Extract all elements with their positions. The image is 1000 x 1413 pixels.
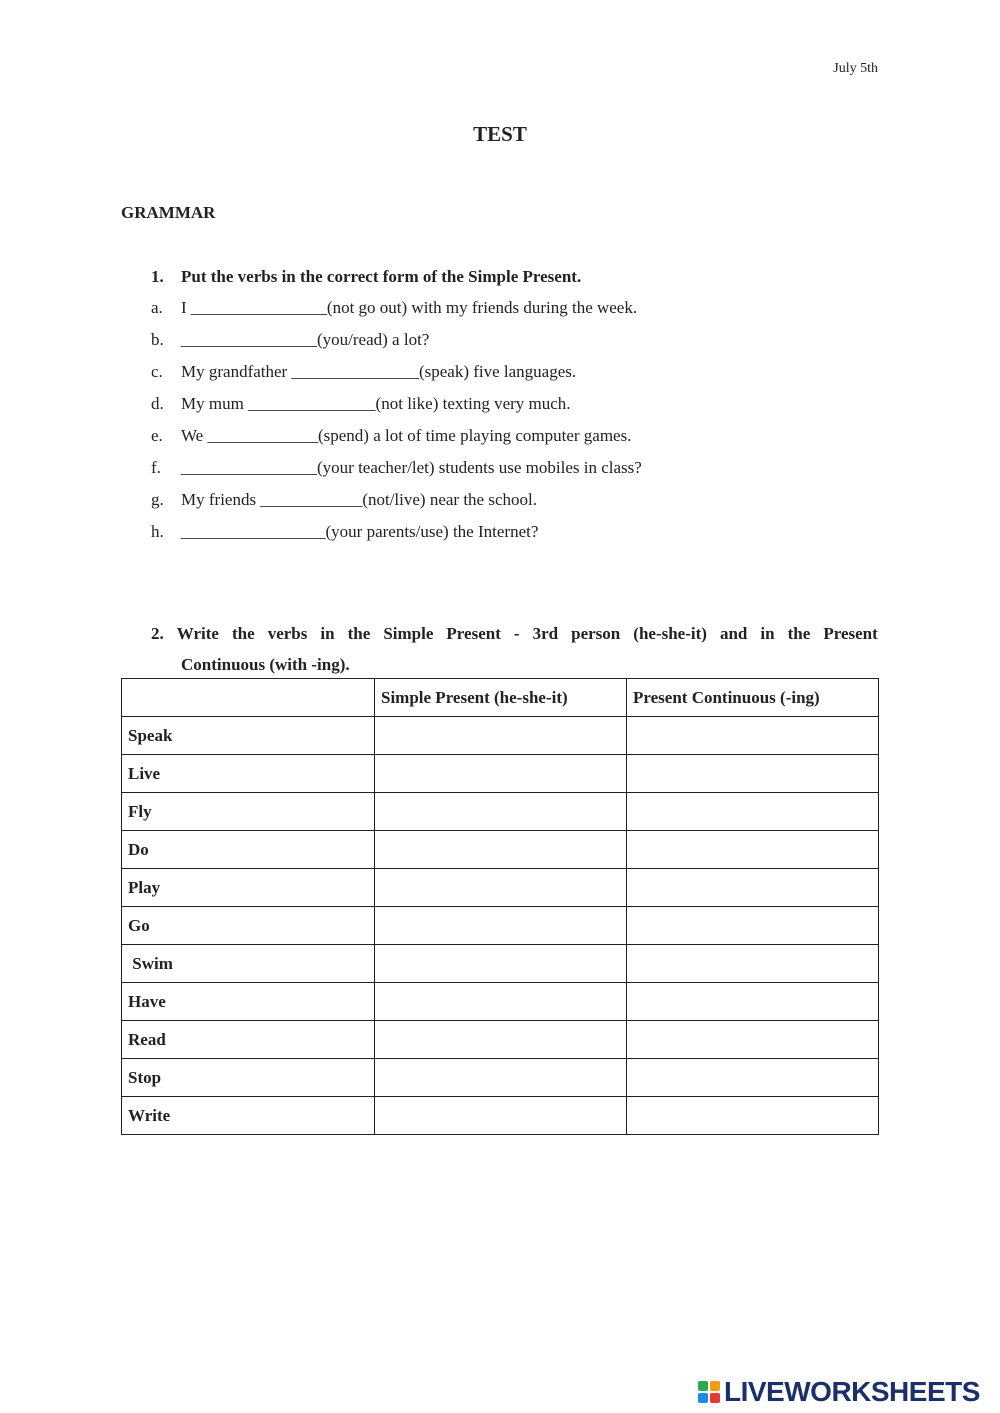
heading-word: and: [719, 624, 748, 643]
heading-word: the: [787, 624, 811, 643]
answer-cell-simple-present[interactable]: [375, 945, 627, 983]
section-heading: GRAMMAR: [121, 203, 216, 222]
answer-cell-present-continuous[interactable]: [627, 945, 879, 983]
logo-text-worksheets: WORKSHEETS: [784, 1376, 980, 1407]
answer-cell-present-continuous[interactable]: [627, 717, 879, 755]
answer-cell-present-continuous[interactable]: [627, 1059, 879, 1097]
exercise-item: [151, 394, 642, 426]
answer-cell-simple-present[interactable]: [375, 1021, 627, 1059]
answer-cell-simple-present[interactable]: [375, 831, 627, 869]
exercise-item: [151, 522, 642, 554]
item-text[interactable]: _________________(your parents/use) the Internet?: [181, 522, 539, 541]
table-row: [122, 831, 879, 869]
item-text[interactable]: We _____________(spend) a lot of time playing computer games.: [181, 426, 632, 445]
answer-cell-present-continuous[interactable]: [627, 1021, 879, 1059]
answer-cell-simple-present[interactable]: [375, 1097, 627, 1135]
table-row: [122, 869, 879, 907]
item-text[interactable]: ________________(you/read) a lot?: [181, 330, 430, 349]
header-present-continuous: Present Continuous (-ing): [627, 679, 879, 717]
exercise-item: [151, 490, 642, 522]
item-text[interactable]: I ________________(not go out) with my friends during the week.: [181, 298, 638, 317]
table-row: [122, 1021, 879, 1059]
heading-word: person: [571, 624, 621, 643]
verb-cell: Do: [122, 831, 375, 869]
item-text[interactable]: My grandfather _______________(speak) five languages.: [181, 362, 577, 381]
heading-word: verbs: [267, 624, 308, 643]
verb-cell: Read: [122, 1021, 375, 1059]
verb-cell: Go: [122, 907, 375, 945]
logo-square: [698, 1381, 708, 1391]
item-letter: b.: [151, 330, 164, 349]
answer-cell-simple-present[interactable]: [375, 793, 627, 831]
verb-cell: Live: [122, 755, 375, 793]
date: July 5th: [833, 61, 878, 76]
answer-cell-present-continuous[interactable]: [627, 869, 879, 907]
verb-cell: Fly: [122, 793, 375, 831]
heading-word: in: [320, 624, 335, 643]
heading-word: 3rd: [532, 624, 559, 643]
verb-cell: Have: [122, 983, 375, 1021]
answer-cell-present-continuous[interactable]: [627, 983, 879, 1021]
question-1-number: 1.: [151, 267, 164, 286]
item-text[interactable]: My mum _______________(not like) texting very much.: [181, 394, 571, 413]
answer-cell-present-continuous[interactable]: [627, 831, 879, 869]
page-title: TEST: [473, 122, 527, 146]
answer-cell-present-continuous[interactable]: [627, 755, 879, 793]
heading-word: Present: [446, 624, 501, 643]
logo-square: [710, 1381, 720, 1391]
question-2-heading: [151, 618, 878, 680]
heading-word: the: [231, 624, 255, 643]
answer-cell-present-continuous[interactable]: [627, 793, 879, 831]
exercise-item: [151, 458, 642, 490]
answer-cell-simple-present[interactable]: [375, 869, 627, 907]
item-letter: g.: [151, 490, 164, 509]
question-1-text: Put the verbs in the correct form of the Simple Present.: [181, 267, 582, 286]
item-letter: a.: [151, 298, 163, 317]
header-simple-present: Simple Present (he-she-it): [375, 679, 627, 717]
answer-cell-simple-present[interactable]: [375, 755, 627, 793]
answer-cell-simple-present[interactable]: [375, 717, 627, 755]
exercise-item: [151, 298, 642, 330]
question-2-line-2: Continuous (with -ing).: [181, 655, 350, 674]
table-row: [122, 907, 879, 945]
table-row: [122, 793, 879, 831]
question-2-line-1: [151, 618, 878, 649]
heading-word: Present: [823, 624, 878, 643]
item-letter: h.: [151, 522, 164, 541]
table-row: [122, 945, 879, 983]
table-header-row: [122, 679, 879, 717]
question-2-number: 2.: [151, 624, 164, 643]
item-letter: d.: [151, 394, 164, 413]
header-cell-empty: [122, 679, 375, 717]
item-text[interactable]: My friends ____________(not/live) near the school.: [181, 490, 537, 509]
table-row: [122, 983, 879, 1021]
heading-word: in: [760, 624, 775, 643]
table-row: [122, 755, 879, 793]
table-row: [122, 717, 879, 755]
heading-word: the: [347, 624, 371, 643]
answer-cell-simple-present[interactable]: [375, 907, 627, 945]
liveworksheets-logo-icon: [698, 1381, 720, 1403]
verb-cell: Stop: [122, 1059, 375, 1097]
heading-word: Write: [176, 624, 219, 643]
exercise-item: [151, 362, 642, 394]
answer-cell-simple-present[interactable]: [375, 1059, 627, 1097]
exercise-item: [151, 426, 642, 458]
heading-word: -: [513, 624, 520, 643]
heading-word: (he-she-it): [633, 624, 707, 643]
exercise-item: [151, 330, 642, 362]
answer-cell-simple-present[interactable]: [375, 983, 627, 1021]
table-row: [122, 1097, 879, 1135]
logo-text-live: LIVE: [724, 1376, 785, 1407]
logo-square: [698, 1393, 708, 1403]
answer-cell-present-continuous[interactable]: [627, 1097, 879, 1135]
verb-cell: Swim: [122, 945, 375, 983]
verb-cell: Play: [122, 869, 375, 907]
heading-word: Simple: [383, 624, 434, 643]
question-1-items: [151, 298, 642, 554]
liveworksheets-logo[interactable]: [698, 1376, 980, 1408]
table-row: [122, 1059, 879, 1097]
answer-cell-present-continuous[interactable]: [627, 907, 879, 945]
item-letter: e.: [151, 426, 163, 445]
logo-square: [710, 1393, 720, 1403]
verb-cell: Write: [122, 1097, 375, 1135]
item-text[interactable]: ________________(your teacher/let) students use mobiles in class?: [181, 458, 642, 477]
verb-table: [121, 678, 879, 1135]
item-letter: c.: [151, 362, 163, 381]
item-letter: f.: [151, 458, 161, 477]
question-1-heading: [151, 267, 581, 287]
verb-cell: Speak: [122, 717, 375, 755]
